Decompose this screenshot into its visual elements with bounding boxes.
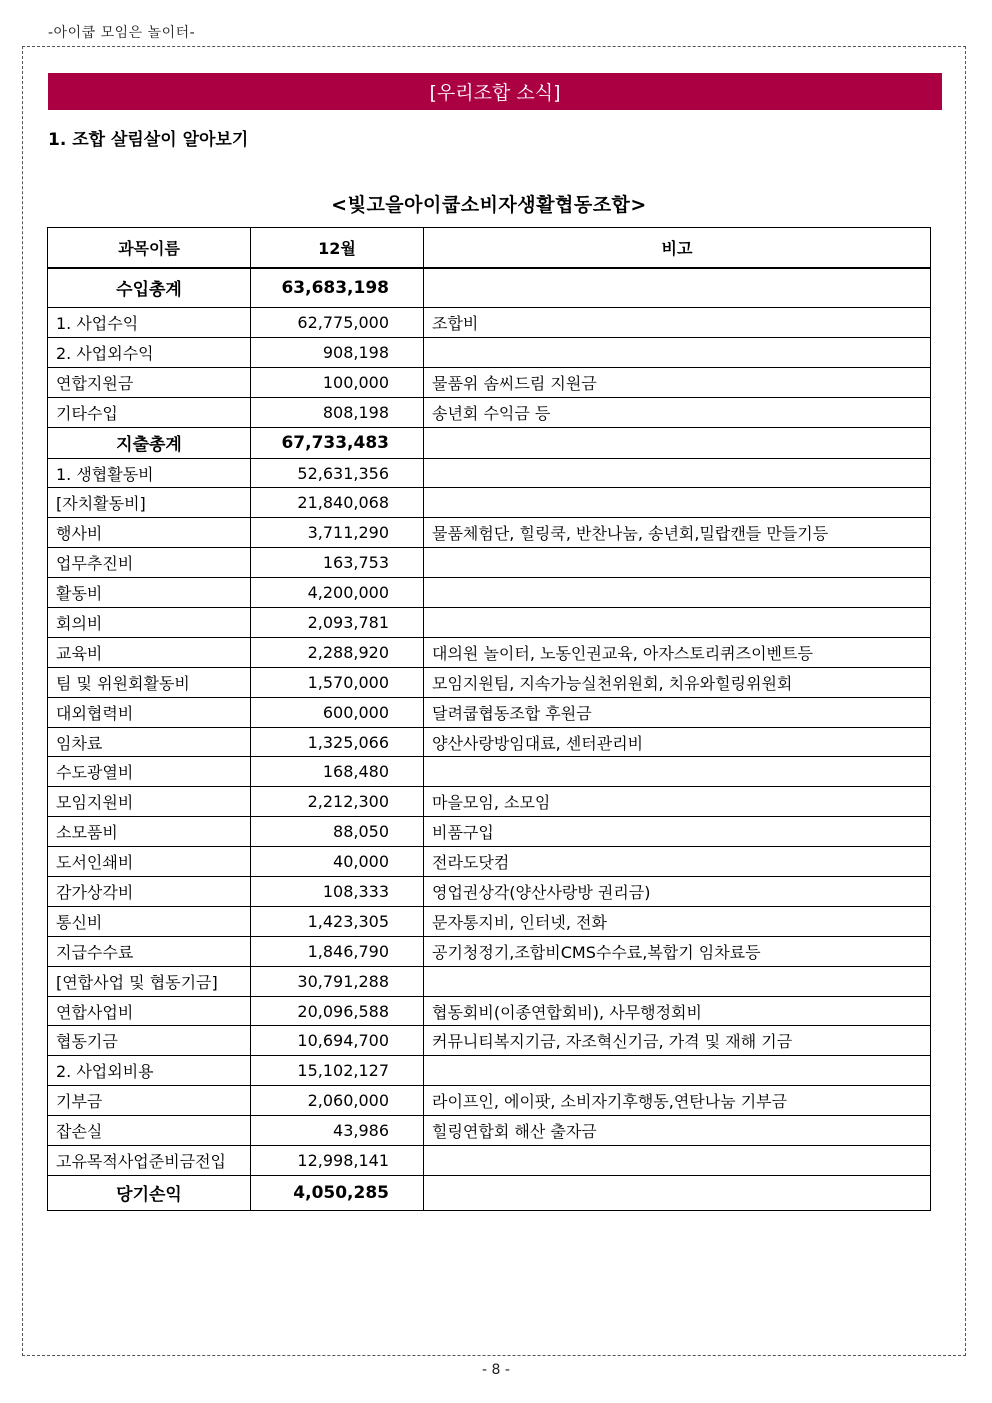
row-amount: 1,846,790: [251, 936, 424, 966]
table-row: [48, 337, 931, 367]
row-note: [424, 488, 931, 518]
row-account-name: 1. 생협활동비: [48, 458, 251, 488]
row-amount: 908,198: [251, 337, 424, 367]
table-row: [48, 268, 931, 308]
row-amount: 52,631,356: [251, 458, 424, 488]
row-account-name: 기타수입: [48, 397, 251, 427]
row-amount: 88,050: [251, 817, 424, 847]
row-account-name: 회의비: [48, 608, 251, 638]
table-row: [48, 757, 931, 787]
row-note: 조합비: [424, 308, 931, 338]
column-header-note: 비고: [424, 228, 931, 268]
table-row: [48, 817, 931, 847]
running-header: -아이쿱 모임은 놀이터-: [48, 25, 196, 41]
row-note: [424, 458, 931, 488]
table-row: [48, 1086, 931, 1116]
row-amount: 1,325,066: [251, 727, 424, 757]
table-row: [48, 608, 931, 638]
table-row: [48, 308, 931, 338]
row-note: [424, 268, 931, 308]
row-account-name: 1. 사업수익: [48, 308, 251, 338]
row-amount: 43,986: [251, 1116, 424, 1146]
table-body: [48, 268, 931, 1211]
row-amount: 1,570,000: [251, 667, 424, 697]
section-banner: [우리조합 소식]: [48, 73, 942, 110]
row-account-name: 2. 사업외비용: [48, 1056, 251, 1086]
table-row: [48, 397, 931, 427]
row-note: 물품체험단, 힐링쿡, 반찬나눔, 송년회,밀랍캔들 만들기등: [424, 518, 931, 548]
row-account-name: 업무추진비: [48, 548, 251, 578]
row-amount: 100,000: [251, 367, 424, 397]
row-account-name: 당기손익: [48, 1175, 251, 1210]
row-account-name: 기부금: [48, 1086, 251, 1116]
row-account-name: 2. 사업외수익: [48, 337, 251, 367]
row-amount: 12,998,141: [251, 1146, 424, 1176]
table-row: [48, 906, 931, 936]
column-header-account: 과목이름: [48, 228, 251, 268]
row-account-name: [연합사업 및 협동기금]: [48, 966, 251, 996]
row-note: [424, 608, 931, 638]
row-account-name: 행사비: [48, 518, 251, 548]
row-note: 커뮤니티복지기금, 자조혁신기금, 가격 및 재해 기금: [424, 1026, 931, 1056]
row-amount: 108,333: [251, 877, 424, 907]
row-amount: 3,711,290: [251, 518, 424, 548]
row-account-name: 통신비: [48, 906, 251, 936]
row-note: [424, 757, 931, 787]
row-note: [424, 1056, 931, 1086]
row-note: [424, 427, 931, 458]
table-row: [48, 787, 931, 817]
row-amount: 600,000: [251, 697, 424, 727]
table-row: [48, 578, 931, 608]
table-row: [48, 458, 931, 488]
row-amount: 30,791,288: [251, 966, 424, 996]
row-note: [424, 337, 931, 367]
row-note: 문자통지비, 인터넷, 전화: [424, 906, 931, 936]
table-row: [48, 1146, 931, 1176]
row-amount: 4,200,000: [251, 578, 424, 608]
row-amount: 67,733,483: [251, 427, 424, 458]
row-note: 힐링연합회 해산 출자금: [424, 1116, 931, 1146]
table-row: [48, 1026, 931, 1056]
table-row: [48, 488, 931, 518]
row-amount: 2,060,000: [251, 1086, 424, 1116]
row-amount: 10,694,700: [251, 1026, 424, 1056]
row-account-name: 모임지원비: [48, 787, 251, 817]
row-amount: 40,000: [251, 847, 424, 877]
table-row: [48, 936, 931, 966]
table-row: [48, 966, 931, 996]
table-row: [48, 727, 931, 757]
row-account-name: 잡손실: [48, 1116, 251, 1146]
table-row: [48, 367, 931, 397]
row-account-name: 지급수수료: [48, 936, 251, 966]
section-heading: 1. 조합 살림살이 알아보기: [48, 130, 249, 150]
table-row: [48, 996, 931, 1026]
row-note: [424, 1175, 931, 1210]
row-note: 협동회비(이종연합회비), 사무행정회비: [424, 996, 931, 1026]
table-row: [48, 847, 931, 877]
row-note: [424, 548, 931, 578]
table-header-row: [48, 228, 931, 268]
row-account-name: 지출총계: [48, 427, 251, 458]
table-row: [48, 427, 931, 458]
row-account-name: 임차료: [48, 727, 251, 757]
table-row: [48, 1116, 931, 1146]
row-note: 양산사랑방임대료, 센터관리비: [424, 727, 931, 757]
row-note: 달려쿱협동조합 후원금: [424, 697, 931, 727]
row-note: 마을모임, 소모임: [424, 787, 931, 817]
row-note: 공기청정기,조합비CMS수수료,복합기 임차료등: [424, 936, 931, 966]
row-account-name: 대외협력비: [48, 697, 251, 727]
table-row: [48, 697, 931, 727]
row-note: 송년회 수익금 등: [424, 397, 931, 427]
row-amount: 62,775,000: [251, 308, 424, 338]
table-row: [48, 518, 931, 548]
row-account-name: [자치활동비]: [48, 488, 251, 518]
row-amount: 15,102,127: [251, 1056, 424, 1086]
table-title: <빛고을아이쿱소비자생활협동조합>: [331, 194, 647, 216]
table-row: [48, 877, 931, 907]
row-amount: 168,480: [251, 757, 424, 787]
row-note: 영업권상각(양산사랑방 권리금): [424, 877, 931, 907]
row-account-name: 수도광열비: [48, 757, 251, 787]
table-row: [48, 637, 931, 667]
table-row: [48, 1175, 931, 1210]
table-row: [48, 548, 931, 578]
row-note: 모임지원팀, 지속가능실천위원회, 치유와힐링위원회: [424, 667, 931, 697]
row-note: [424, 1146, 931, 1176]
row-amount: 1,423,305: [251, 906, 424, 936]
row-note: 물품위 솜씨드림 지원금: [424, 367, 931, 397]
row-account-name: 교육비: [48, 637, 251, 667]
row-account-name: 협동기금: [48, 1026, 251, 1056]
row-account-name: 수입총계: [48, 268, 251, 308]
budget-table: [47, 227, 931, 1211]
row-account-name: 활동비: [48, 578, 251, 608]
row-note: 전라도닷컴: [424, 847, 931, 877]
row-amount: 163,753: [251, 548, 424, 578]
page-number: - 8 -: [482, 1362, 510, 1378]
row-account-name: 팀 및 위원회활동비: [48, 667, 251, 697]
row-account-name: 연합사업비: [48, 996, 251, 1026]
table-row: [48, 667, 931, 697]
row-amount: 4,050,285: [251, 1175, 424, 1210]
row-account-name: 소모품비: [48, 817, 251, 847]
row-account-name: 도서인쇄비: [48, 847, 251, 877]
row-amount: 2,212,300: [251, 787, 424, 817]
row-amount: 20,096,588: [251, 996, 424, 1026]
row-amount: 808,198: [251, 397, 424, 427]
row-note: [424, 578, 931, 608]
row-account-name: 감가상각비: [48, 877, 251, 907]
row-amount: 63,683,198: [251, 268, 424, 308]
row-amount: 2,288,920: [251, 637, 424, 667]
row-note: 비품구입: [424, 817, 931, 847]
row-note: 대의원 놀이터, 노동인권교육, 아자스토리퀴즈이벤트등: [424, 637, 931, 667]
row-account-name: 고유목적사업준비금전입: [48, 1146, 251, 1176]
table-row: [48, 1056, 931, 1086]
row-note: 라이프인, 에이팟, 소비자기후행동,연탄나눔 기부금: [424, 1086, 931, 1116]
row-account-name: 연합지원금: [48, 367, 251, 397]
row-amount: 2,093,781: [251, 608, 424, 638]
row-amount: 21,840,068: [251, 488, 424, 518]
row-note: [424, 966, 931, 996]
column-header-december: 12월: [251, 228, 424, 268]
